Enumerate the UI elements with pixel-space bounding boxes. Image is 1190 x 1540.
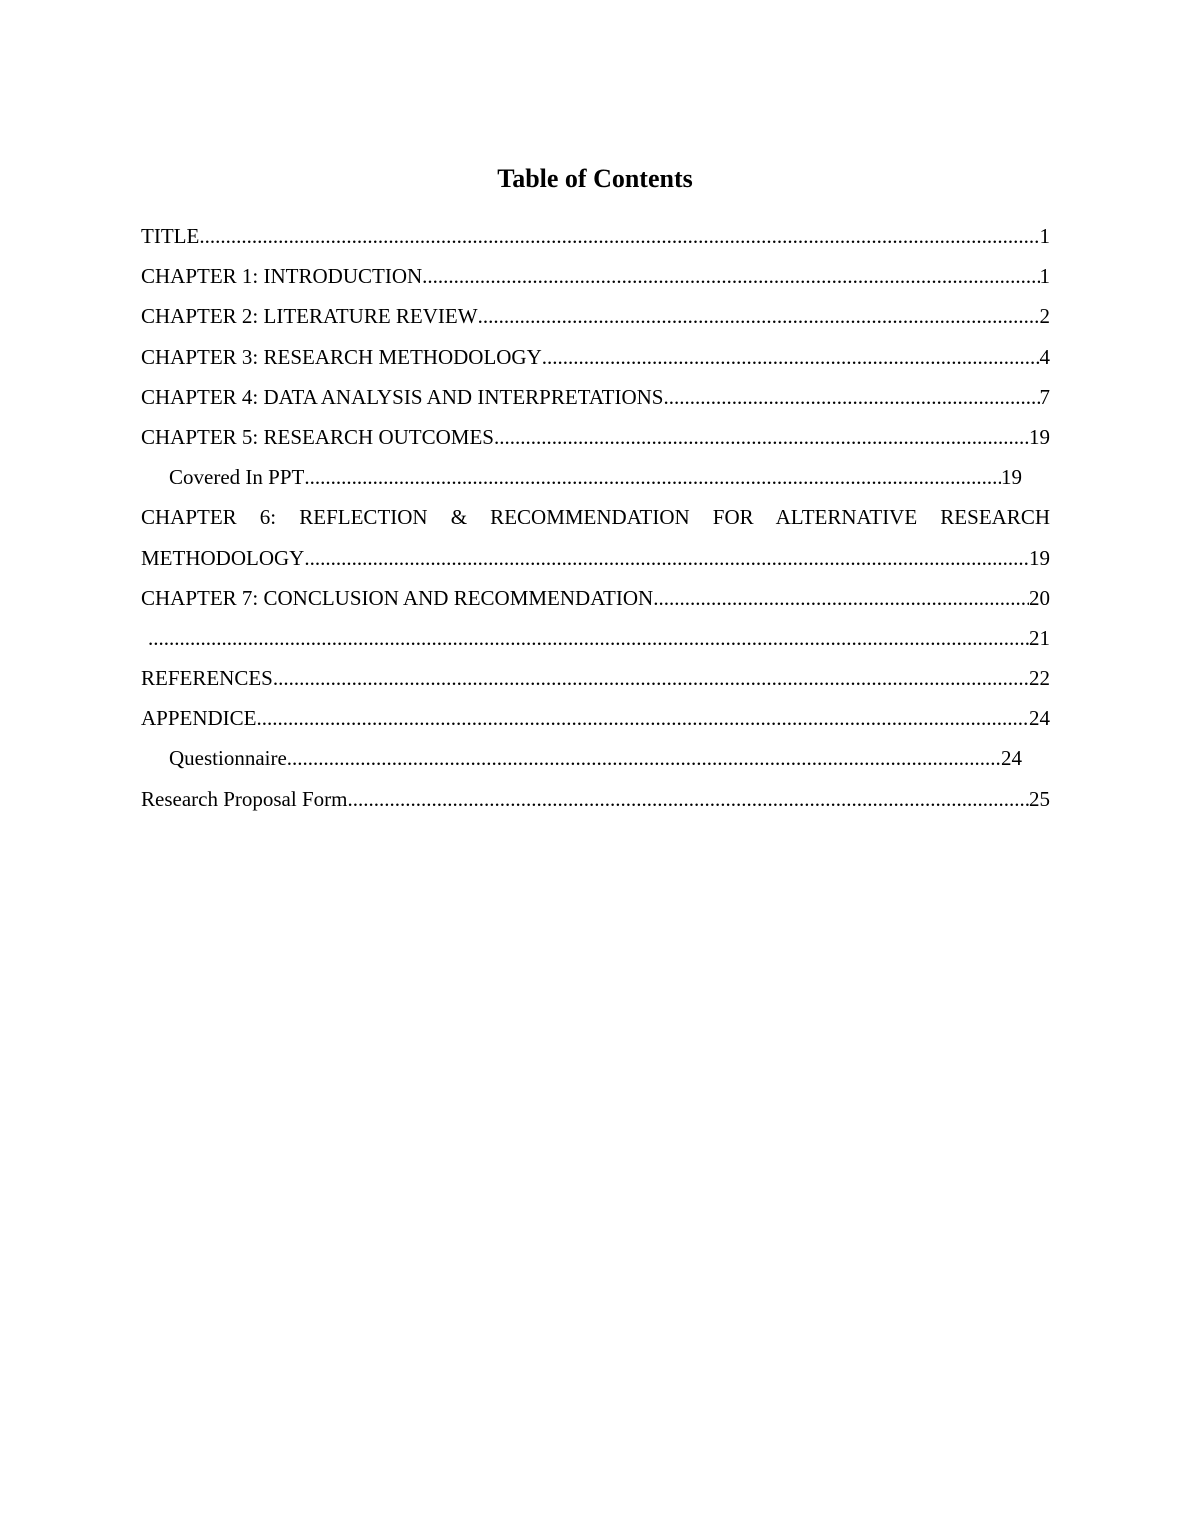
toc-entry-label: CHAPTER 3: RESEARCH METHODOLOGY: [141, 344, 542, 369]
toc-dot-leader: [664, 377, 1040, 417]
toc-dot-leader: [287, 738, 1001, 778]
toc-entry-page: 19: [1029, 545, 1050, 570]
toc-entry-page: 25: [1029, 786, 1050, 811]
toc-entry-label: CHAPTER 7: CONCLUSION AND RECOMMENDATION: [141, 585, 654, 610]
toc-entry-label: METHODOLOGY: [141, 545, 305, 570]
toc-title: Table of Contents: [497, 164, 693, 193]
toc-entry-page: 24: [1029, 706, 1050, 731]
toc-entry-label: CHAPTER 6: REFLECTION & RECOMMENDATION FOR ALTERNATIVE RESEARCH: [141, 505, 1050, 530]
toc-entry-page: 1: [1039, 264, 1050, 289]
toc-subentry[interactable]: [141, 738, 1050, 778]
toc-entry-label: CHAPTER 1: INTRODUCTION: [141, 264, 423, 289]
toc-entry-page: 20: [1029, 585, 1050, 610]
toc-entry-page: 7: [1039, 384, 1050, 409]
toc-entry[interactable]: [141, 377, 1050, 417]
toc-entry-page: 2: [1039, 304, 1050, 329]
toc-entry-page: 1: [1039, 224, 1050, 248]
toc-entry[interactable]: [141, 417, 1050, 457]
toc-dot-leader: [542, 337, 1040, 377]
toc-dot-leader: [304, 538, 1029, 578]
toc-dot-leader: [199, 216, 1039, 256]
toc-entry[interactable]: [141, 538, 1050, 578]
toc-dot-leader: [304, 457, 1001, 497]
toc-entry[interactable]: [141, 296, 1050, 336]
toc-entry[interactable]: [141, 658, 1050, 698]
toc-entry-wrapped-line[interactable]: [141, 497, 1050, 537]
toc-entry-label: TITLE: [141, 224, 200, 248]
toc-subentry[interactable]: [141, 457, 1050, 497]
toc-entry-page: 4: [1039, 344, 1050, 369]
toc-list: [141, 216, 1050, 819]
toc-entry-label: Research Proposal Form: [141, 786, 348, 811]
toc-entry-page: 19: [1029, 424, 1050, 449]
toc-dot-leader: [653, 578, 1029, 618]
toc-dot-leader: [494, 417, 1029, 457]
toc-entry-page: 24: [1001, 746, 1022, 771]
toc-entry[interactable]: [141, 698, 1050, 738]
toc-dot-leader: [478, 296, 1040, 336]
toc-dot-leader: [422, 256, 1039, 296]
toc-entry[interactable]: [141, 618, 1050, 658]
toc-dot-leader: [347, 779, 1029, 819]
toc-dot-leader: [148, 618, 1029, 658]
toc-entry[interactable]: [141, 256, 1050, 296]
toc-entry-label: REFERENCES: [141, 666, 273, 691]
toc-entry-page: 21: [1029, 625, 1050, 650]
toc-entry-page: 22: [1029, 666, 1050, 691]
toc-entry[interactable]: [141, 216, 1050, 256]
toc-entry[interactable]: [141, 337, 1050, 377]
toc-dot-leader: [257, 698, 1029, 738]
toc-entry-label: CHAPTER 5: RESEARCH OUTCOMES: [141, 424, 494, 449]
toc-entry-label: APPENDICE: [141, 706, 257, 731]
toc-entry-label: CHAPTER 2: LITERATURE REVIEW: [141, 304, 478, 329]
toc-entry-label: Covered In PPT: [169, 465, 305, 490]
toc-entry[interactable]: [141, 779, 1050, 819]
toc-entry[interactable]: [141, 578, 1050, 618]
toc-entry-page: 19: [1001, 465, 1022, 490]
toc-entry-label: CHAPTER 4: DATA ANALYSIS AND INTERPRETATIONS: [141, 384, 664, 409]
toc-entry-label: Questionnaire: [169, 746, 287, 771]
toc-dot-leader: [273, 658, 1029, 698]
